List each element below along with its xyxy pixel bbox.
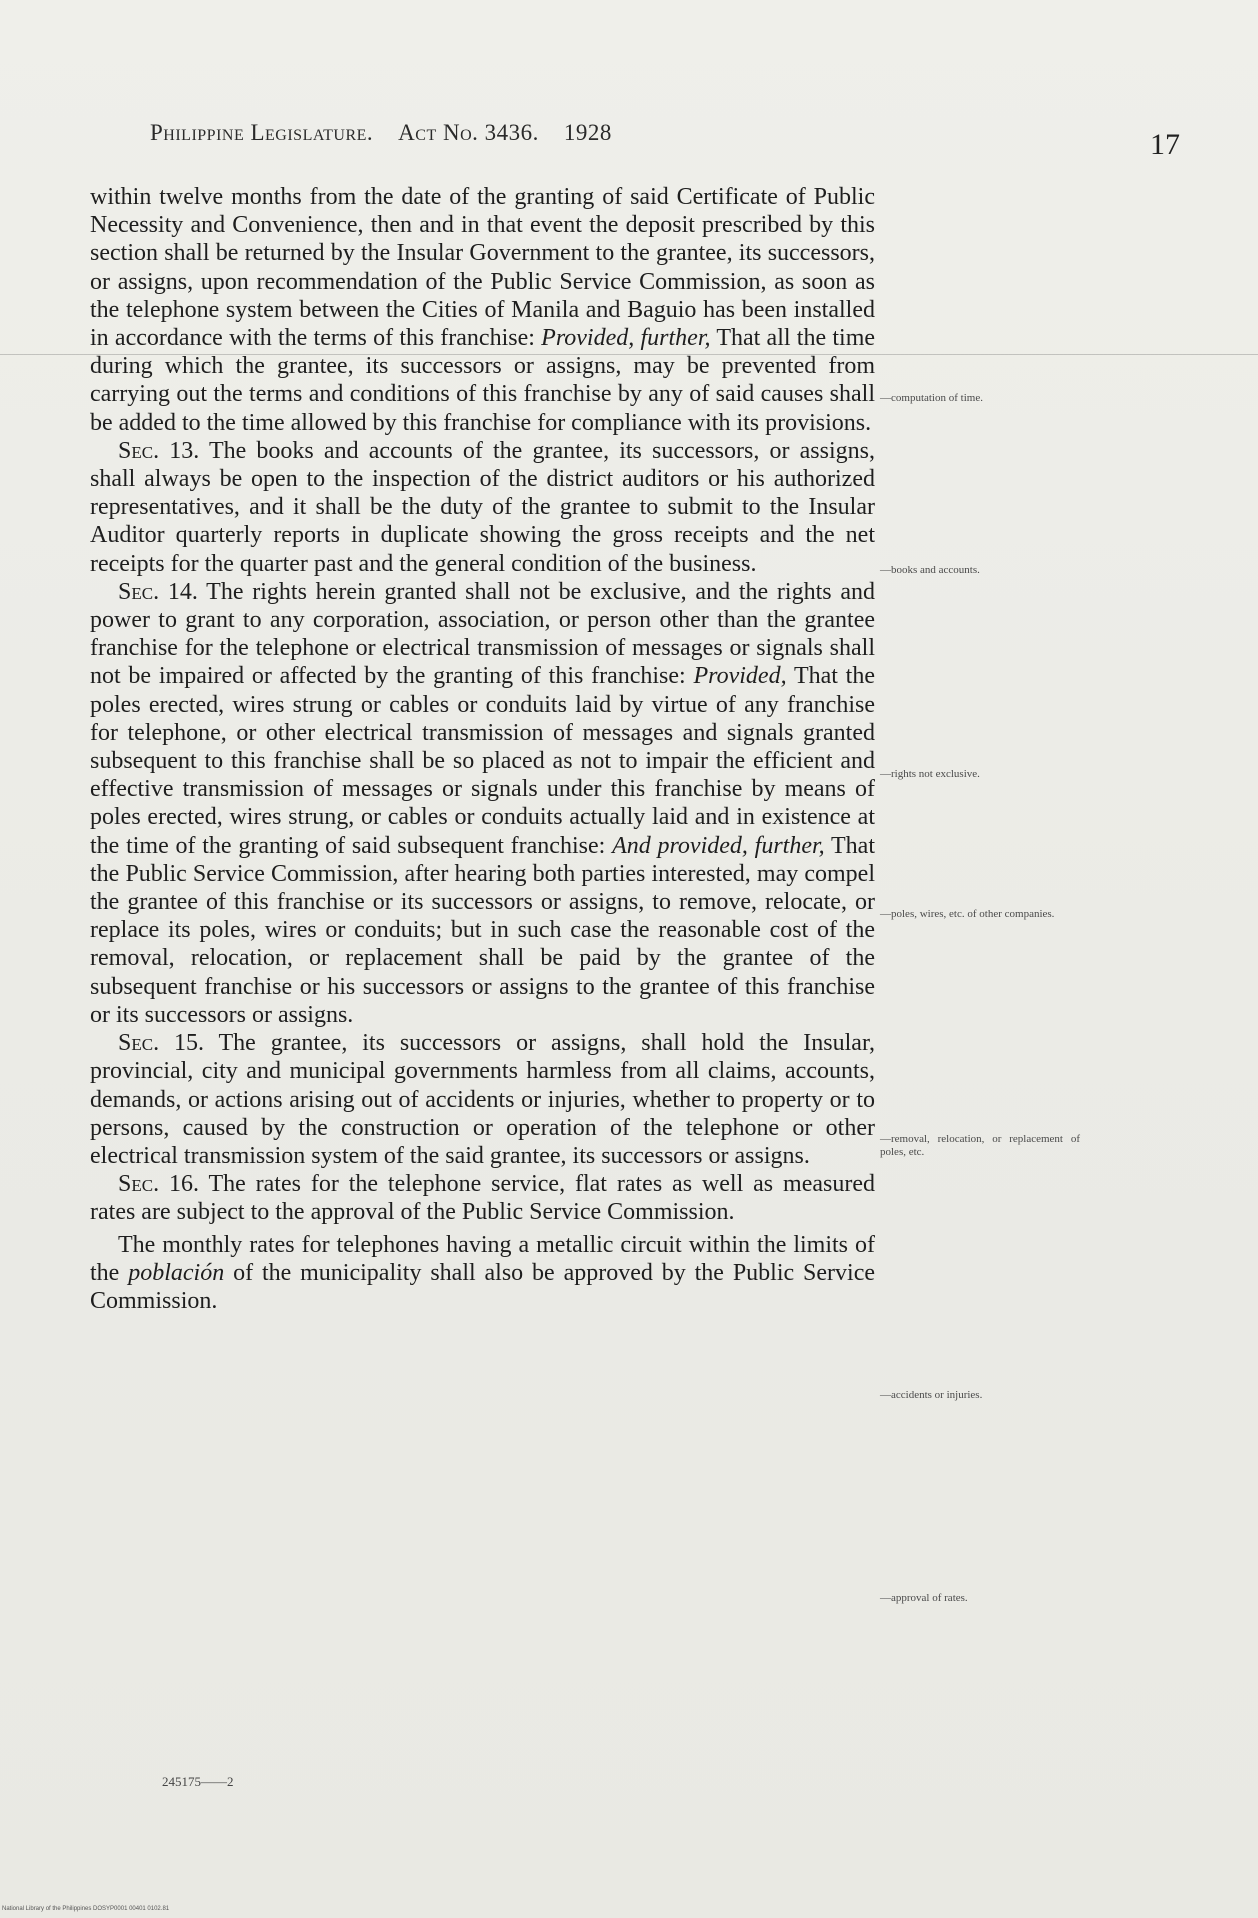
header-act: Act No. 3436. — [398, 120, 539, 145]
section-label: Sec. 13. — [118, 437, 200, 464]
footer-code: 245175——2 — [162, 1774, 234, 1789]
header-legislature: Philippine Legislature. — [150, 120, 374, 145]
margin-note-books: —books and accounts. — [880, 564, 980, 576]
margin-note-computation: —computation of time. — [880, 392, 983, 404]
header-year: 1928 — [563, 120, 612, 145]
section-label: Sec. 16. — [118, 1171, 199, 1198]
section-label: Sec. 14. — [118, 578, 198, 605]
body-text — [90, 183, 875, 1315]
margin-note-poles: —poles, wires, etc. of other companies. — [880, 908, 1055, 920]
margin-note-accidents: —accidents or injuries. — [880, 1389, 983, 1401]
section-label: Sec. 15. — [118, 1030, 204, 1057]
scan-credit: National Library of the Philippines DOSYP0001 00401 0102.81 — [2, 1906, 170, 1912]
margin-note-removal: —removal, relocation, or replacement of poles, etc. — [880, 1133, 1080, 1158]
section-15: Sec. 15. The grantee, its successors or assigns, shall hold the Insular, provincial, city and municipal governments harmless from all claims, accounts, demands, or actions arising out of accidents or injuries, whether to property or to persons, caused by the construction or operation of the telephone or other electrical transmission system of the said grantee, its successors or assigns. — [90, 1030, 875, 1169]
section-14: Sec. 14. The rights herein granted shall not be exclusive, and the rights and power to grant to any corporation, association, or person other than the grantee franchise for the telephone or electrical transmission of messages or signals shall not be impaired or affected by the granting of this franchise: Provided, That the poles erected, wires strung or cables or conduits laid by virtue of any franchise for telephone, or other electrical transmission of messages and signals granted subsequent to this franchise shall be so placed as not to impair the efficient and effective transmission of messages or signals under this franchise by means of poles erected, wires strung, or cables or conduits actually laid and in existence at the time of the granting of said subsequent franchise: And provided, further, That the Public Service Commission, after hearing both parties interested, may compel the grantee of this franchise or its successors or assigns, to remove, relocate, or replace its poles, wires or conduits; but in such case the reasonable cost of the removal, relocation, or replacement shall be paid by the grantee of the subsequent franchise or his successors or assigns to the grantee of this franchise or its successors or assigns. — [90, 578, 876, 1028]
margin-note-rights: —rights not exclusive. — [880, 768, 980, 780]
section-13: Sec. 13. The books and accounts of the grantee, its successors, or assigns, shall always be open to the inspection of the district auditors or his authorized representatives, and it shall be the duty of the grantee to submit to the Insular Auditor quarterly reports in duplicate showing the gross receipts and the net receipts for the quarter past and the general condition of the business. — [90, 437, 875, 577]
margin-note-approval: —approval of rates. — [880, 1592, 968, 1604]
paragraph-continuation: within twelve months from the date of the granting of said Certificate of Public Necessity and Convenience, then and in that event the deposit prescribed by this section shall be returned by the Insular Government to the grantee, its successors, or assigns, upon recommendation of the Public Service Commission, as soon as the telephone system between the Cities of Manila and Baguio has been installed in accordance with the terms of this franchise: Provided, further, That all the time during which the grantee, its successors or assigns, may be prevented from carrying out the terms and conditions of this franchise by any of said causes shall be added to the time allowed by this franchise for compliance with its provisions. — [90, 184, 876, 436]
paragraph-monthly-rates: The monthly rates for telephones having a metallic circuit within the limits of the población of the municipality shall also be approved by the Public Service Commission. — [90, 1231, 875, 1314]
section-16: Sec. 16. The rates for the telephone service, flat rates as well as measured rates are subject to the approval of the Public Service Commission. — [90, 1171, 875, 1226]
running-header — [150, 120, 890, 146]
page-number: 17 — [1150, 128, 1180, 161]
